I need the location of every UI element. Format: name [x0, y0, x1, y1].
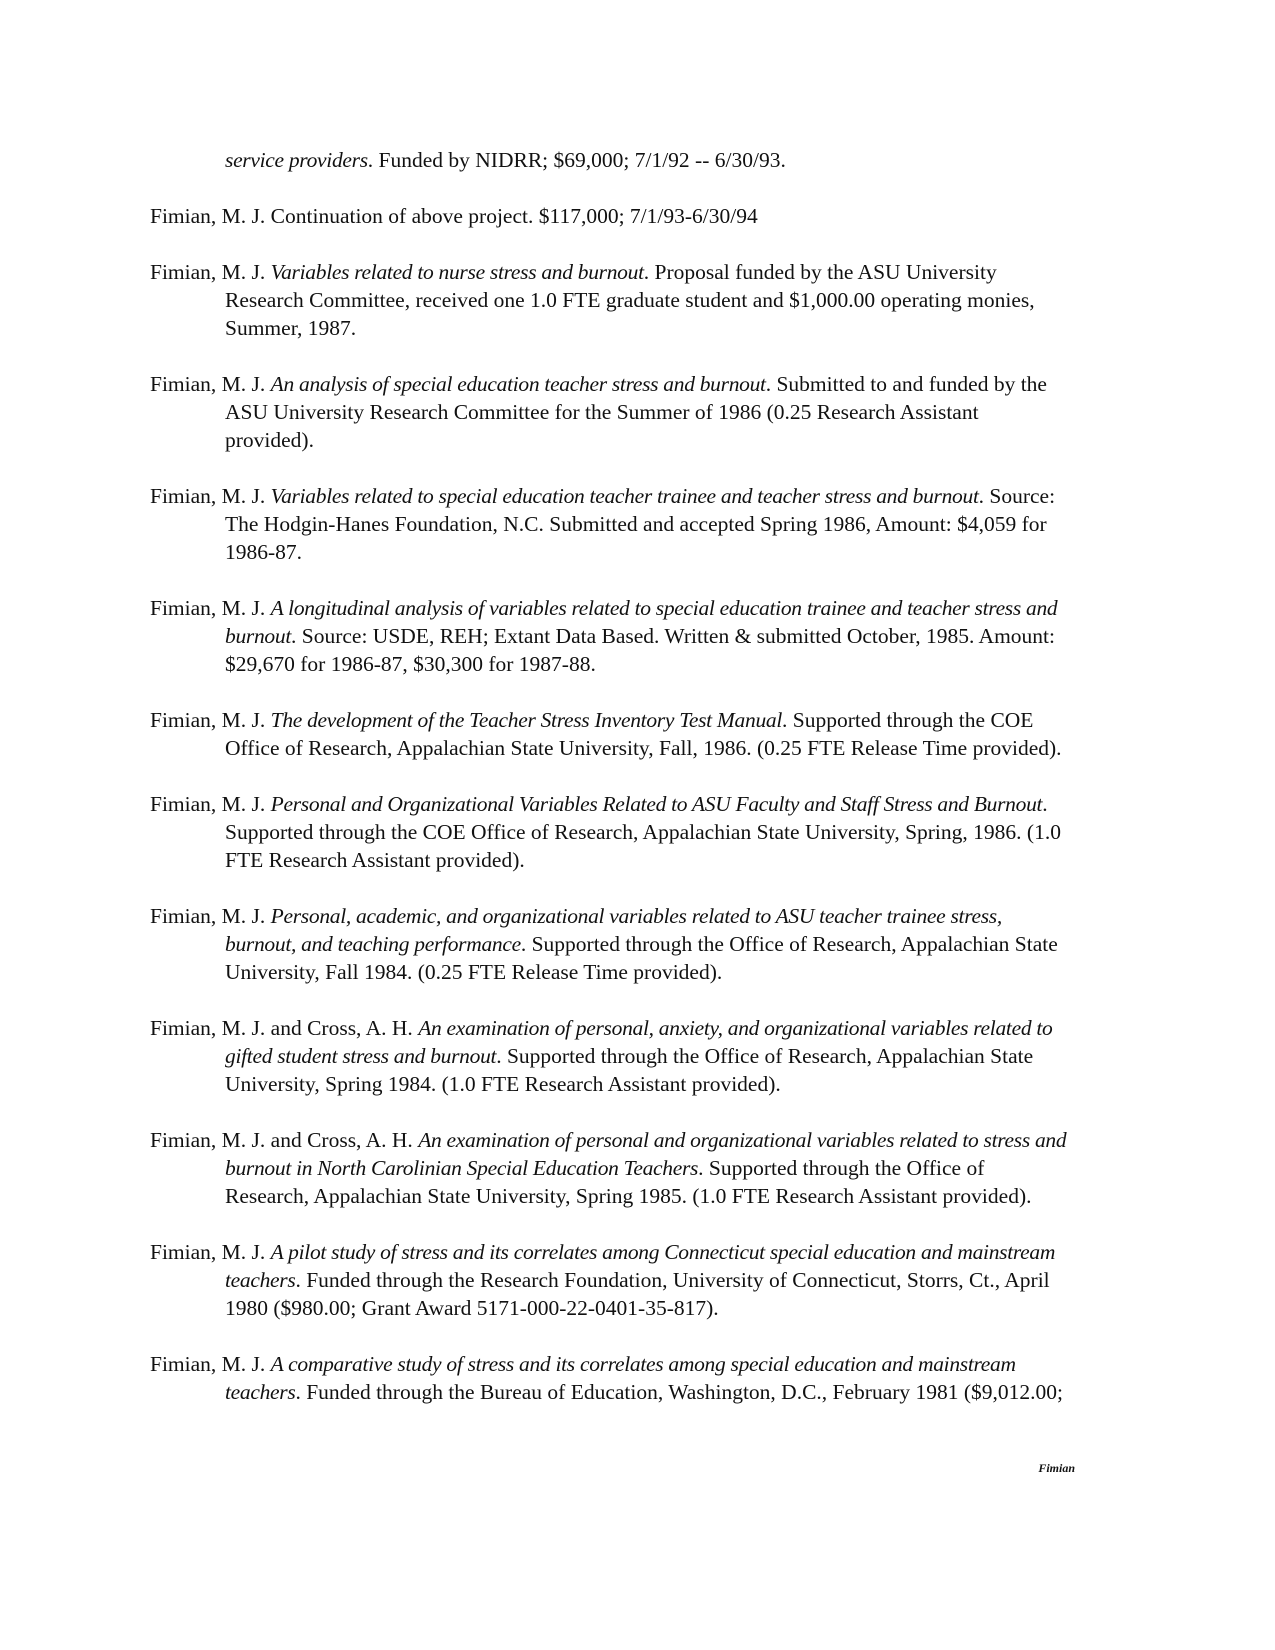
- entry-author: Fimian, M. J.: [150, 260, 271, 284]
- entry-details: . Funded through the Bureau of Education, Washington, D.C., February 1981 ($9,012.00;: [295, 1380, 1064, 1404]
- entry-author: Fimian, M. J.: [150, 708, 271, 732]
- entry-title: A comparative study of stress and its correlates among special education and mainstream teachers: [225, 1352, 1016, 1404]
- list-item: [150, 202, 1070, 230]
- entry-author: Fimian, M. J.: [150, 904, 271, 928]
- list-item: [150, 1014, 1070, 1098]
- list-item: [150, 706, 1070, 762]
- entry-title: Variables related to special education teacher trainee and teacher stress and burnout: [270, 484, 979, 508]
- list-item: [150, 258, 1070, 342]
- entry-details: Continuation of above project. $117,000; 7/1/93-6/30/94: [270, 204, 758, 228]
- entry-author: Fimian, M. J.: [150, 596, 271, 620]
- entry-details: . Submitted to and funded by the ASU University Research Committee for the Summer of 1986 (0.25 Research Assistant provided).: [225, 372, 1047, 452]
- entry-details: . Source: USDE, REH; Extant Data Based. Written & submitted October, 1985. Amount: $29,670 for 1986-87, $30,300 for 1987-88.: [225, 624, 1056, 676]
- list-item: [150, 1238, 1070, 1322]
- entry-author: Fimian, M. J.: [150, 1352, 271, 1376]
- list-item: [150, 902, 1070, 986]
- entry-author: Fimian, M. J.: [150, 1240, 271, 1264]
- entry-author: Fimian, M. J.: [150, 792, 271, 816]
- entry-title: A longitudinal analysis of variables related to special education trainee and teacher stress and burnout: [225, 596, 1058, 648]
- entry-title: Personal, academic, and organizational variables related to ASU teacher trainee stress, burnout, and teaching performance: [225, 904, 1002, 956]
- entry-details: . Supported through the Office of Research, Appalachian State University, Fall 1984. (0.25 FTE Release Time provided).: [225, 932, 1058, 984]
- entry-author: Fimian, M. J.: [150, 372, 271, 396]
- funded-projects-list: [150, 146, 1070, 1434]
- entry-details: . Funded through the Research Foundation, University of Connecticut, Storrs, Ct., April 1980 ($980.00; Grant Award 5171-000-22-0401-35-817).: [225, 1268, 1050, 1320]
- entry-details: . Supported through the COE Office of Research, Appalachian State University, Spring, 1986. (1.0 FTE Research Assistant provided).: [225, 792, 1061, 872]
- list-item: [150, 1350, 1070, 1406]
- list-item: [150, 482, 1070, 566]
- list-item: [150, 370, 1070, 454]
- list-item: [150, 790, 1070, 874]
- list-item: [150, 1126, 1070, 1210]
- entry-title: service providers: [225, 148, 368, 172]
- entry-title: A pilot study of stress and its correlates among Connecticut special education and mainstream teachers: [225, 1240, 1056, 1292]
- list-item: [150, 594, 1070, 678]
- entry-title: Variables related to nurse stress and burnout: [270, 260, 644, 284]
- entry-title: The development of the Teacher Stress Inventory Test Manual: [270, 708, 783, 732]
- entry-title: Personal and Organizational Variables Related to ASU Faculty and Staff Stress and Burnout: [270, 792, 1043, 816]
- entry-author: Fimian, M. J. and Cross, A. H.: [150, 1128, 419, 1152]
- entry-title: An examination of personal, anxiety, and organizational variables related to gifted student stress and burnout: [225, 1016, 1053, 1068]
- entry-details: . Supported through the Office of Research, Appalachian State University, Spring 1985. (1.0 FTE Research Assistant provided).: [225, 1156, 1032, 1208]
- entry-details: . Supported through the COE Office of Research, Appalachian State University, Fall, 1986. (0.25 FTE Release Time provided).: [225, 708, 1062, 760]
- page-footer-name: Fimian: [1038, 1461, 1075, 1475]
- entry-details: . Supported through the Office of Research, Appalachian State University, Spring 1984. (1.0 FTE Research Assistant provided).: [225, 1044, 1034, 1096]
- list-item: [150, 146, 1070, 174]
- entry-details: . Proposal funded by the ASU University Research Committee, received one 1.0 FTE graduate student and $1,000.00 operating monies, Summer, 1987.: [225, 260, 1035, 340]
- entry-author: Fimian, M. J.: [150, 204, 271, 228]
- entry-author: Fimian, M. J. and Cross, A. H.: [150, 1016, 419, 1040]
- entry-title: An examination of personal and organizational variables related to stress and burnout in North Carolinian Special Education Teachers: [225, 1128, 1067, 1180]
- entry-author: Fimian, M. J.: [150, 484, 271, 508]
- entry-title: An analysis of special education teacher stress and burnout: [270, 372, 766, 396]
- entry-details: . Funded by NIDRR; $69,000; 7/1/92 -- 6/30/93.: [367, 148, 786, 172]
- entry-details: . Source: The Hodgin-Hanes Foundation, N.C. Submitted and accepted Spring 1986, Amount: $4,059 for 1986-87.: [225, 484, 1056, 564]
